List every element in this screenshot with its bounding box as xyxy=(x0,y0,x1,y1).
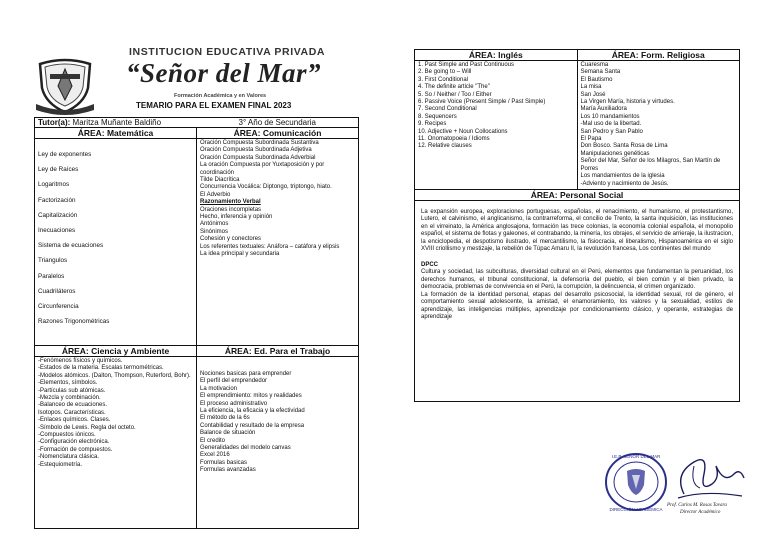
ingles-heading: ÁREA: Inglés xyxy=(415,50,578,61)
signatory-role: Director Académico xyxy=(680,510,721,515)
list-item: Inecuaciones xyxy=(38,226,76,234)
personal-social-content xyxy=(415,200,740,401)
list-item: Oración Compuesta Subordinada Adjetiva xyxy=(200,147,312,154)
tutor-label: Tutor(a): xyxy=(38,118,71,127)
list-item: Razones Trigonométricas xyxy=(38,318,110,326)
list-item: El perfil del emprendedor xyxy=(200,378,268,385)
list-item: Sinónimos xyxy=(200,228,229,235)
list-item: El método de la 6s xyxy=(200,415,250,422)
list-item: El Adverbio xyxy=(200,191,231,198)
list-item: 4. The definite article "The" xyxy=(418,84,490,91)
ciencia-list xyxy=(35,357,197,529)
list-item: Nociones basicas para emprender xyxy=(200,371,292,377)
list-item: Oración Compuesta Subordinada Adverbial xyxy=(200,154,316,161)
list-item: Ley de exponentes xyxy=(38,151,92,158)
list-item: Logaritmos xyxy=(38,181,70,189)
ingles-list xyxy=(415,61,578,190)
list-item: -Nomenclatura clásica. xyxy=(38,454,100,461)
list-item: 8. Sequencers xyxy=(418,113,457,120)
right-syllabus-table xyxy=(414,49,740,402)
tutor-name: Maritza Muñante Baldiño xyxy=(72,118,162,127)
list-item: La idea principal y secundaria xyxy=(200,251,280,258)
school-tagline: Formación Académica y en Valores xyxy=(174,93,267,99)
svg-text:DIRECCIÓN ACADÉMICA: DIRECCIÓN ACADÉMICA xyxy=(609,507,663,512)
list-item: -Compuestos iónicos. xyxy=(38,432,96,439)
list-item: 1. Past Simple and Past Continuous xyxy=(418,62,515,68)
list-item: Concurrencia Vocálica: Diptongo, triptongo, hiato. xyxy=(200,184,332,191)
list-item: Cohesión y conectores xyxy=(200,236,262,243)
list-item: Factorización xyxy=(38,196,76,204)
list-item: Capitalización xyxy=(38,211,78,219)
list-item: Los 10 mandamientos xyxy=(580,113,640,120)
list-item: -Partículas sub atómicas. xyxy=(38,387,106,394)
list-item: Isotopos. Características. xyxy=(38,409,106,416)
list-item: Hecho, inferencia y opinión xyxy=(200,214,273,221)
list-item: San Pedro y San Pablo xyxy=(580,128,643,135)
list-item: Formulas basicas xyxy=(200,459,248,466)
list-item: La Virgen María, historia y virtudes. xyxy=(580,99,675,106)
list-item: -Símbolo de Lewis. Regla del octeto. xyxy=(38,424,136,431)
list-item: Cuadriláteros xyxy=(38,287,76,295)
list-item: 5. So / Neither / Too / Either xyxy=(418,91,492,98)
list-item: Manipulaciones genéticas xyxy=(580,150,650,157)
list-item: Triangulos xyxy=(38,257,68,265)
school-crest-logo xyxy=(34,54,96,116)
list-item: 6. Passive Voice (Present Simple / Past Simple) xyxy=(418,99,546,106)
list-item: -Estequiometría. xyxy=(38,461,83,468)
svg-text:I.E.P. SEÑOR DEL MAR: I.E.P. SEÑOR DEL MAR xyxy=(611,454,661,459)
religiosa-heading: ÁREA: Form. Religiosa xyxy=(577,50,740,61)
list-item: Ley de Raíces xyxy=(38,166,79,174)
list-item: Antónimos xyxy=(200,221,229,228)
list-item: La misa xyxy=(580,84,602,91)
list-item: El proceso administrativo xyxy=(200,400,268,407)
list-item: San José xyxy=(580,91,606,98)
list-item: El emprendimiento: mitos y realidades xyxy=(200,393,302,400)
list-item: -Enlaces químicos. Clases. xyxy=(38,417,111,424)
list-item: Paralelos xyxy=(38,272,65,280)
personal-social-heading: ÁREA: Personal Social xyxy=(415,189,740,200)
list-item: Los referentes textuales: Anáfora – catáfora y elipsis xyxy=(200,243,340,250)
list-item: La oración Compuesta por Yuxtaposición y por coordinación xyxy=(200,162,325,176)
list-item: -Mal uso de la libertad. xyxy=(580,121,642,128)
list-item: Cuaresma xyxy=(580,62,609,68)
list-item: Oraciones incompletas xyxy=(200,206,262,213)
list-item: 7. Second Conditional xyxy=(418,106,477,113)
personal-social-paragraph: La expansión europea, exploraciones portuguesas, españolas, el renacimiento, el humanismo, el protestantismo, Lutero, el calvinismo, el anglicanismo, la contrarreforma, el concilio de Trento, la santa inquisición, las instituciones en el virreinato, la América anglosajona, formación las trece colonias, la economía colonial española, el monopolio español, el sistema de flotas y galeones, el contrabando, la minería, los obrajes, el servicio de arrieraje, la ilustracion, la enciclopedia, el despotismo ilustrado, el mercantilismo, la fisiocracia, el liberalismo, Hispanoamérica en el siglo XVIII criollismo y mestizaje, la rebelión de Túpac Amaru II, la revolución francesa, Los continentes del mundo xyxy=(421,208,733,253)
left-syllabus-table xyxy=(34,117,359,529)
comunicacion-heading: ÁREA: Comunicación xyxy=(197,128,359,139)
list-item: Contabilidad y resultado de la empresa xyxy=(200,422,305,429)
list-item: -Balanceo de ecuaciones. xyxy=(38,402,108,409)
list-item: El Bautismo xyxy=(580,76,613,83)
grade-cell xyxy=(197,118,359,128)
list-item: -Fenómenos físicos y químicos. xyxy=(38,358,123,364)
list-item: Señor del Mar, Señor de los Milagros, San Martín de Porres xyxy=(580,158,721,172)
trabajo-list xyxy=(197,357,359,529)
list-item: Sistema de ecuaciones xyxy=(38,242,104,250)
tutor-row xyxy=(35,118,359,128)
list-item: Semana Santa xyxy=(580,69,621,76)
list-item: Los mandamientos de la iglesia xyxy=(580,173,665,180)
list-item: -Modelos atómicos. (Dalton, Thompson, Ruterford, Bohr). xyxy=(38,372,191,379)
comunicacion-list xyxy=(197,139,359,346)
list-item: Tilde Diacrítica xyxy=(200,177,240,184)
list-item: Don Bosco. Santa Rosa de Lima xyxy=(580,143,668,150)
list-item: Formulas avanzadas xyxy=(200,467,256,474)
list-item: -Configuración electrónica. xyxy=(38,439,110,446)
list-item: Generalidades del modelo canvas xyxy=(200,445,291,452)
list-item: -Mezcla y combinación. xyxy=(38,395,101,402)
list-item: 9. Recipes xyxy=(418,121,447,128)
trabajo-heading: ÁREA: Ed. Para el Trabajo xyxy=(197,346,359,357)
list-item: María Auxiliadora xyxy=(580,106,627,113)
school-name: “Señor del Mar” xyxy=(126,58,322,88)
list-item: Circunferencia xyxy=(38,302,79,310)
religiosa-list xyxy=(577,61,740,190)
institution-name: INSTITUCION EDUCATIVA PRIVADA xyxy=(129,46,326,58)
list-item: 11. Onomatopoeia / Idioms xyxy=(418,136,490,143)
list-item: La motivacion xyxy=(200,385,238,392)
list-item: El Papa xyxy=(580,136,602,143)
exam-title: TEMARIO PARA EL EXAMEN FINAL 2023 xyxy=(136,101,292,110)
school-seal-stamp xyxy=(603,449,669,515)
list-item: Oración Compuesta Subordinada Sustantiva xyxy=(200,140,319,146)
matematica-list xyxy=(35,139,197,346)
razonamiento-subheading: Razonamiento Verbal xyxy=(200,199,261,206)
matematica-heading: ÁREA: Matemática xyxy=(35,128,197,139)
list-item: Balance de situación xyxy=(200,430,256,437)
dpcc-subheading: DPCC xyxy=(421,261,439,268)
signatory-name: Prof. Carlos M. Rosas Tavara xyxy=(667,503,727,508)
tutor-cell xyxy=(35,118,197,128)
list-item: El credito xyxy=(200,437,226,444)
list-item: -Elementos, símbolos. xyxy=(38,380,98,387)
list-item: Excel 2016 xyxy=(200,452,230,459)
dpcc-paragraph: La formación de la identidad personal, etapas del desarrollo psicosocial, la identidad sexual, rol de género, el comportamiento sexual adolescente, la amistad, el enamoramiento, los valores y la sexualidad, estilos de aprendizaje, las inteligencias múltiples, aprendizaje por condicionamiento clásico, y operante, estrategias de aprendizaje xyxy=(421,291,733,321)
list-item: 12. Relative clauses xyxy=(418,143,472,150)
ciencia-heading: ÁREA: Ciencia y Ambiente xyxy=(35,346,197,357)
list-item: 3. First Conditional xyxy=(418,76,469,83)
list-item: -Estados de la materia. Escalas termométricas. xyxy=(38,365,164,372)
grade-label: 3° Año de Secundaria xyxy=(238,118,316,127)
list-item: La eficiencia, la eficacia y la efectividad xyxy=(200,408,305,415)
dpcc-paragraph: Cultura y sociedad, las subculturas, diversidad cultural en el Perú, elementos que fundamentan la peruanidad, los derechos humanos, el tribunal constitucional, la defensoría del pueblo, el bien común y el bien privado, la democracia, problemas de convivencia en el Perú, la corrupción, la delincuencia, el crimen organizado. xyxy=(421,269,733,291)
school-header xyxy=(28,44,358,117)
list-item: -Adviento y nacimiento de Jesús. xyxy=(580,180,669,187)
list-item: 10. Adjective + Noun Collocations xyxy=(418,128,508,135)
list-item: -Formación de compuestos. xyxy=(38,446,113,453)
list-item: 2. Be going to – Will xyxy=(418,69,472,76)
